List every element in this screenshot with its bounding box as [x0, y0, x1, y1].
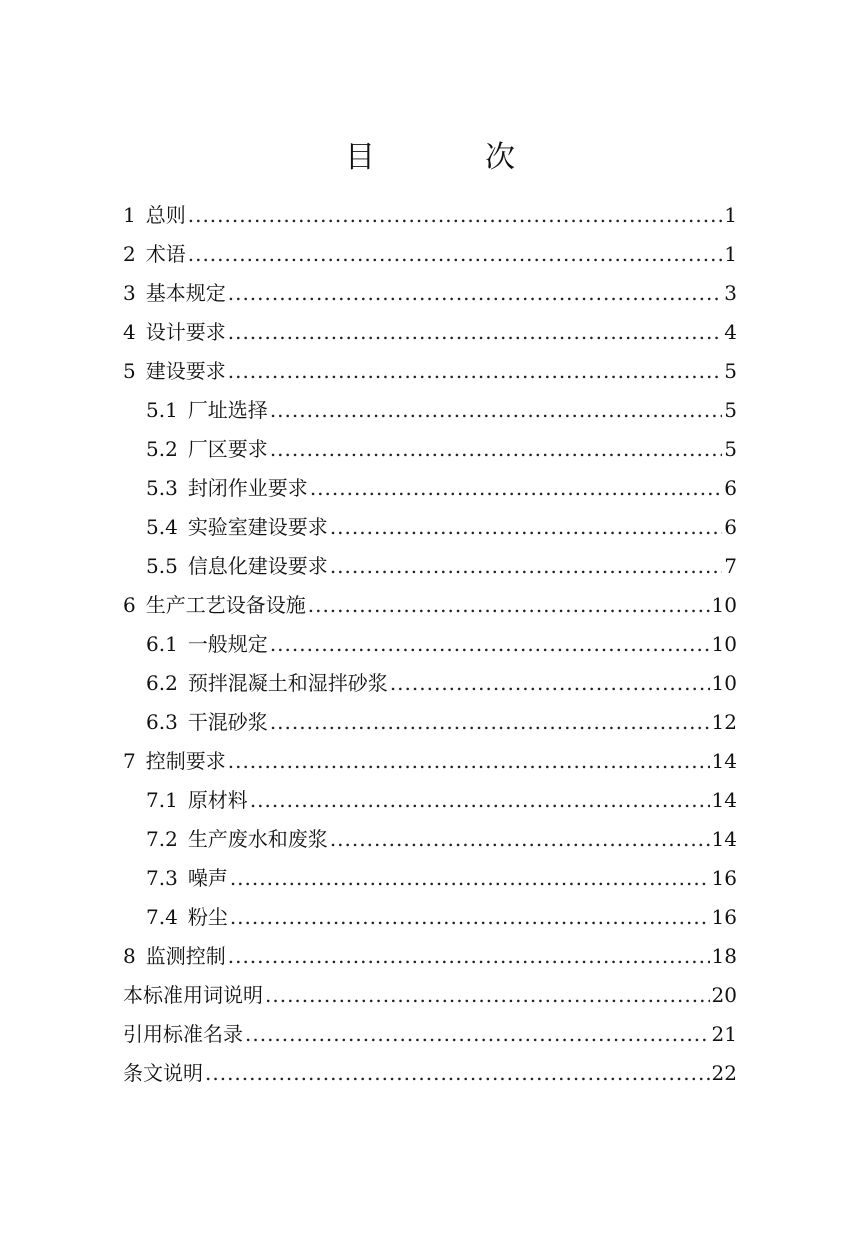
- toc-entry[interactable]: [123, 586, 737, 625]
- toc-entry[interactable]: [123, 976, 737, 1015]
- dot-leader: [188, 196, 723, 235]
- toc-entry-page-number: 10: [711, 671, 737, 695]
- toc-entry[interactable]: [123, 820, 737, 859]
- toc-entry-label: 厂址选择: [187, 398, 268, 422]
- toc-entry-number: 6.1: [146, 632, 178, 656]
- toc-entry-number: 5.4: [146, 515, 178, 539]
- toc-entry-number: 7.1: [146, 788, 178, 812]
- toc-entry-label: 原材料: [187, 788, 248, 812]
- toc-entry-number: 7.3: [146, 866, 178, 890]
- toc-entry-number: 3: [123, 281, 136, 305]
- toc-entry-page-number: 5: [724, 437, 737, 461]
- toc-entry-page-number: 5: [724, 398, 737, 422]
- dot-leader: [230, 859, 710, 898]
- toc-entry-page-number: 6: [724, 476, 737, 500]
- toc-entry-page-number: 12: [711, 710, 737, 734]
- dot-leader: [270, 391, 722, 430]
- toc-entry-number: 8: [123, 944, 136, 968]
- toc-entry-number: 5.5: [146, 554, 178, 578]
- table-of-contents: [123, 196, 737, 1093]
- toc-entry[interactable]: [123, 625, 737, 664]
- toc-entry-label: 干混砂浆: [187, 710, 268, 734]
- toc-entry-number: 5: [123, 359, 136, 383]
- toc-entry-label: 信息化建设要求: [187, 554, 328, 578]
- toc-entry-page-number: 10: [711, 593, 737, 617]
- toc-entry-number: 1: [123, 203, 136, 227]
- toc-entry-label: 总则: [145, 203, 186, 227]
- dot-leader: [228, 313, 723, 352]
- toc-entry-label: 粉尘: [187, 905, 228, 929]
- dot-leader: [270, 703, 710, 742]
- toc-entry-page-number: 10: [711, 632, 737, 656]
- toc-entry[interactable]: [123, 898, 737, 937]
- dot-leader: [330, 508, 722, 547]
- toc-entry-page-number: 20: [711, 983, 737, 1007]
- toc-entry-label: 封闭作业要求: [187, 476, 308, 500]
- toc-entry-page-number: 7: [724, 554, 737, 578]
- toc-entry-label: 生产工艺设备设施: [145, 593, 306, 617]
- dot-leader: [228, 937, 710, 976]
- toc-entry-label: 引用标准名录: [123, 1022, 243, 1046]
- toc-entry[interactable]: [123, 1054, 737, 1093]
- toc-entry-number: 7.4: [146, 905, 178, 929]
- dot-leader: [228, 352, 723, 391]
- dot-leader: [330, 820, 710, 859]
- toc-entry-number: 2: [123, 242, 136, 266]
- toc-entry-number: 4: [123, 320, 136, 344]
- toc-entry[interactable]: [123, 313, 737, 352]
- toc-entry-page-number: 1: [724, 203, 737, 227]
- dot-leader: [228, 742, 710, 781]
- toc-entry-label: 控制要求: [145, 749, 226, 773]
- dot-leader: [270, 625, 710, 664]
- toc-entry-number: 6.2: [146, 671, 178, 695]
- toc-entry[interactable]: [123, 235, 737, 274]
- toc-entry[interactable]: [123, 274, 737, 313]
- toc-entry[interactable]: [123, 781, 737, 820]
- dot-leader: [330, 547, 722, 586]
- toc-entry-label: 厂区要求: [187, 437, 268, 461]
- dot-leader: [228, 274, 723, 313]
- toc-entry[interactable]: [123, 508, 737, 547]
- toc-entry[interactable]: [123, 703, 737, 742]
- dot-leader: [310, 469, 722, 508]
- dot-leader: [230, 898, 710, 937]
- toc-entry-label: 预拌混凝土和湿拌砂浆: [187, 671, 388, 695]
- toc-entry-page-number: 14: [711, 788, 737, 812]
- toc-entry-page-number: 3: [724, 281, 737, 305]
- toc-entry-number: 5.3: [146, 476, 178, 500]
- toc-entry-label: 建设要求: [145, 359, 226, 383]
- dot-leader: [250, 781, 710, 820]
- toc-entry-label: 生产废水和废浆: [187, 827, 328, 851]
- toc-entry-label: 基本规定: [145, 281, 226, 305]
- toc-entry[interactable]: [123, 469, 737, 508]
- toc-entry-label: 实验室建设要求: [187, 515, 328, 539]
- toc-entry-page-number: 1: [724, 242, 737, 266]
- toc-entry-label: 术语: [145, 242, 186, 266]
- toc-entry[interactable]: [123, 430, 737, 469]
- dot-leader: [308, 586, 710, 625]
- toc-entry-label: 监测控制: [145, 944, 226, 968]
- toc-entry[interactable]: [123, 196, 737, 235]
- toc-entry-label: 噪声: [187, 866, 228, 890]
- toc-entry-number: 5.2: [146, 437, 178, 461]
- toc-entry-page-number: 4: [724, 320, 737, 344]
- toc-entry-label: 一般规定: [187, 632, 268, 656]
- toc-entry-page-number: 5: [724, 359, 737, 383]
- toc-entry[interactable]: [123, 664, 737, 703]
- toc-entry[interactable]: [123, 937, 737, 976]
- toc-entry-number: 5.1: [146, 398, 178, 422]
- toc-entry-page-number: 14: [711, 827, 737, 851]
- toc-entry[interactable]: [123, 859, 737, 898]
- dot-leader: [245, 1015, 710, 1054]
- toc-entry-page-number: 16: [711, 866, 737, 890]
- toc-entry-number: 6: [123, 593, 136, 617]
- toc-entry[interactable]: [123, 391, 737, 430]
- toc-entry-label: 条文说明: [123, 1061, 203, 1085]
- toc-entry-page-number: 22: [711, 1061, 737, 1085]
- toc-entry[interactable]: [123, 1015, 737, 1054]
- toc-entry-number: 7.2: [146, 827, 178, 851]
- toc-entry-page-number: 21: [711, 1022, 737, 1046]
- toc-entry-page-number: 18: [711, 944, 737, 968]
- dot-leader: [265, 976, 710, 1015]
- dot-leader: [205, 1054, 710, 1093]
- toc-entry-number: 7: [123, 749, 136, 773]
- toc-entry-page-number: 14: [711, 749, 737, 773]
- toc-entry[interactable]: [123, 742, 737, 781]
- toc-entry-label: 设计要求: [145, 320, 226, 344]
- toc-entry-page-number: 6: [724, 515, 737, 539]
- dot-leader: [188, 235, 723, 274]
- dot-leader: [270, 430, 722, 469]
- toc-entry[interactable]: [123, 352, 737, 391]
- page-title: 目 次: [345, 140, 555, 175]
- toc-entry-label: 本标准用词说明: [123, 983, 263, 1007]
- toc-entry-number: 6.3: [146, 710, 178, 734]
- dot-leader: [390, 664, 710, 703]
- toc-entry-page-number: 16: [711, 905, 737, 929]
- toc-entry[interactable]: [123, 547, 737, 586]
